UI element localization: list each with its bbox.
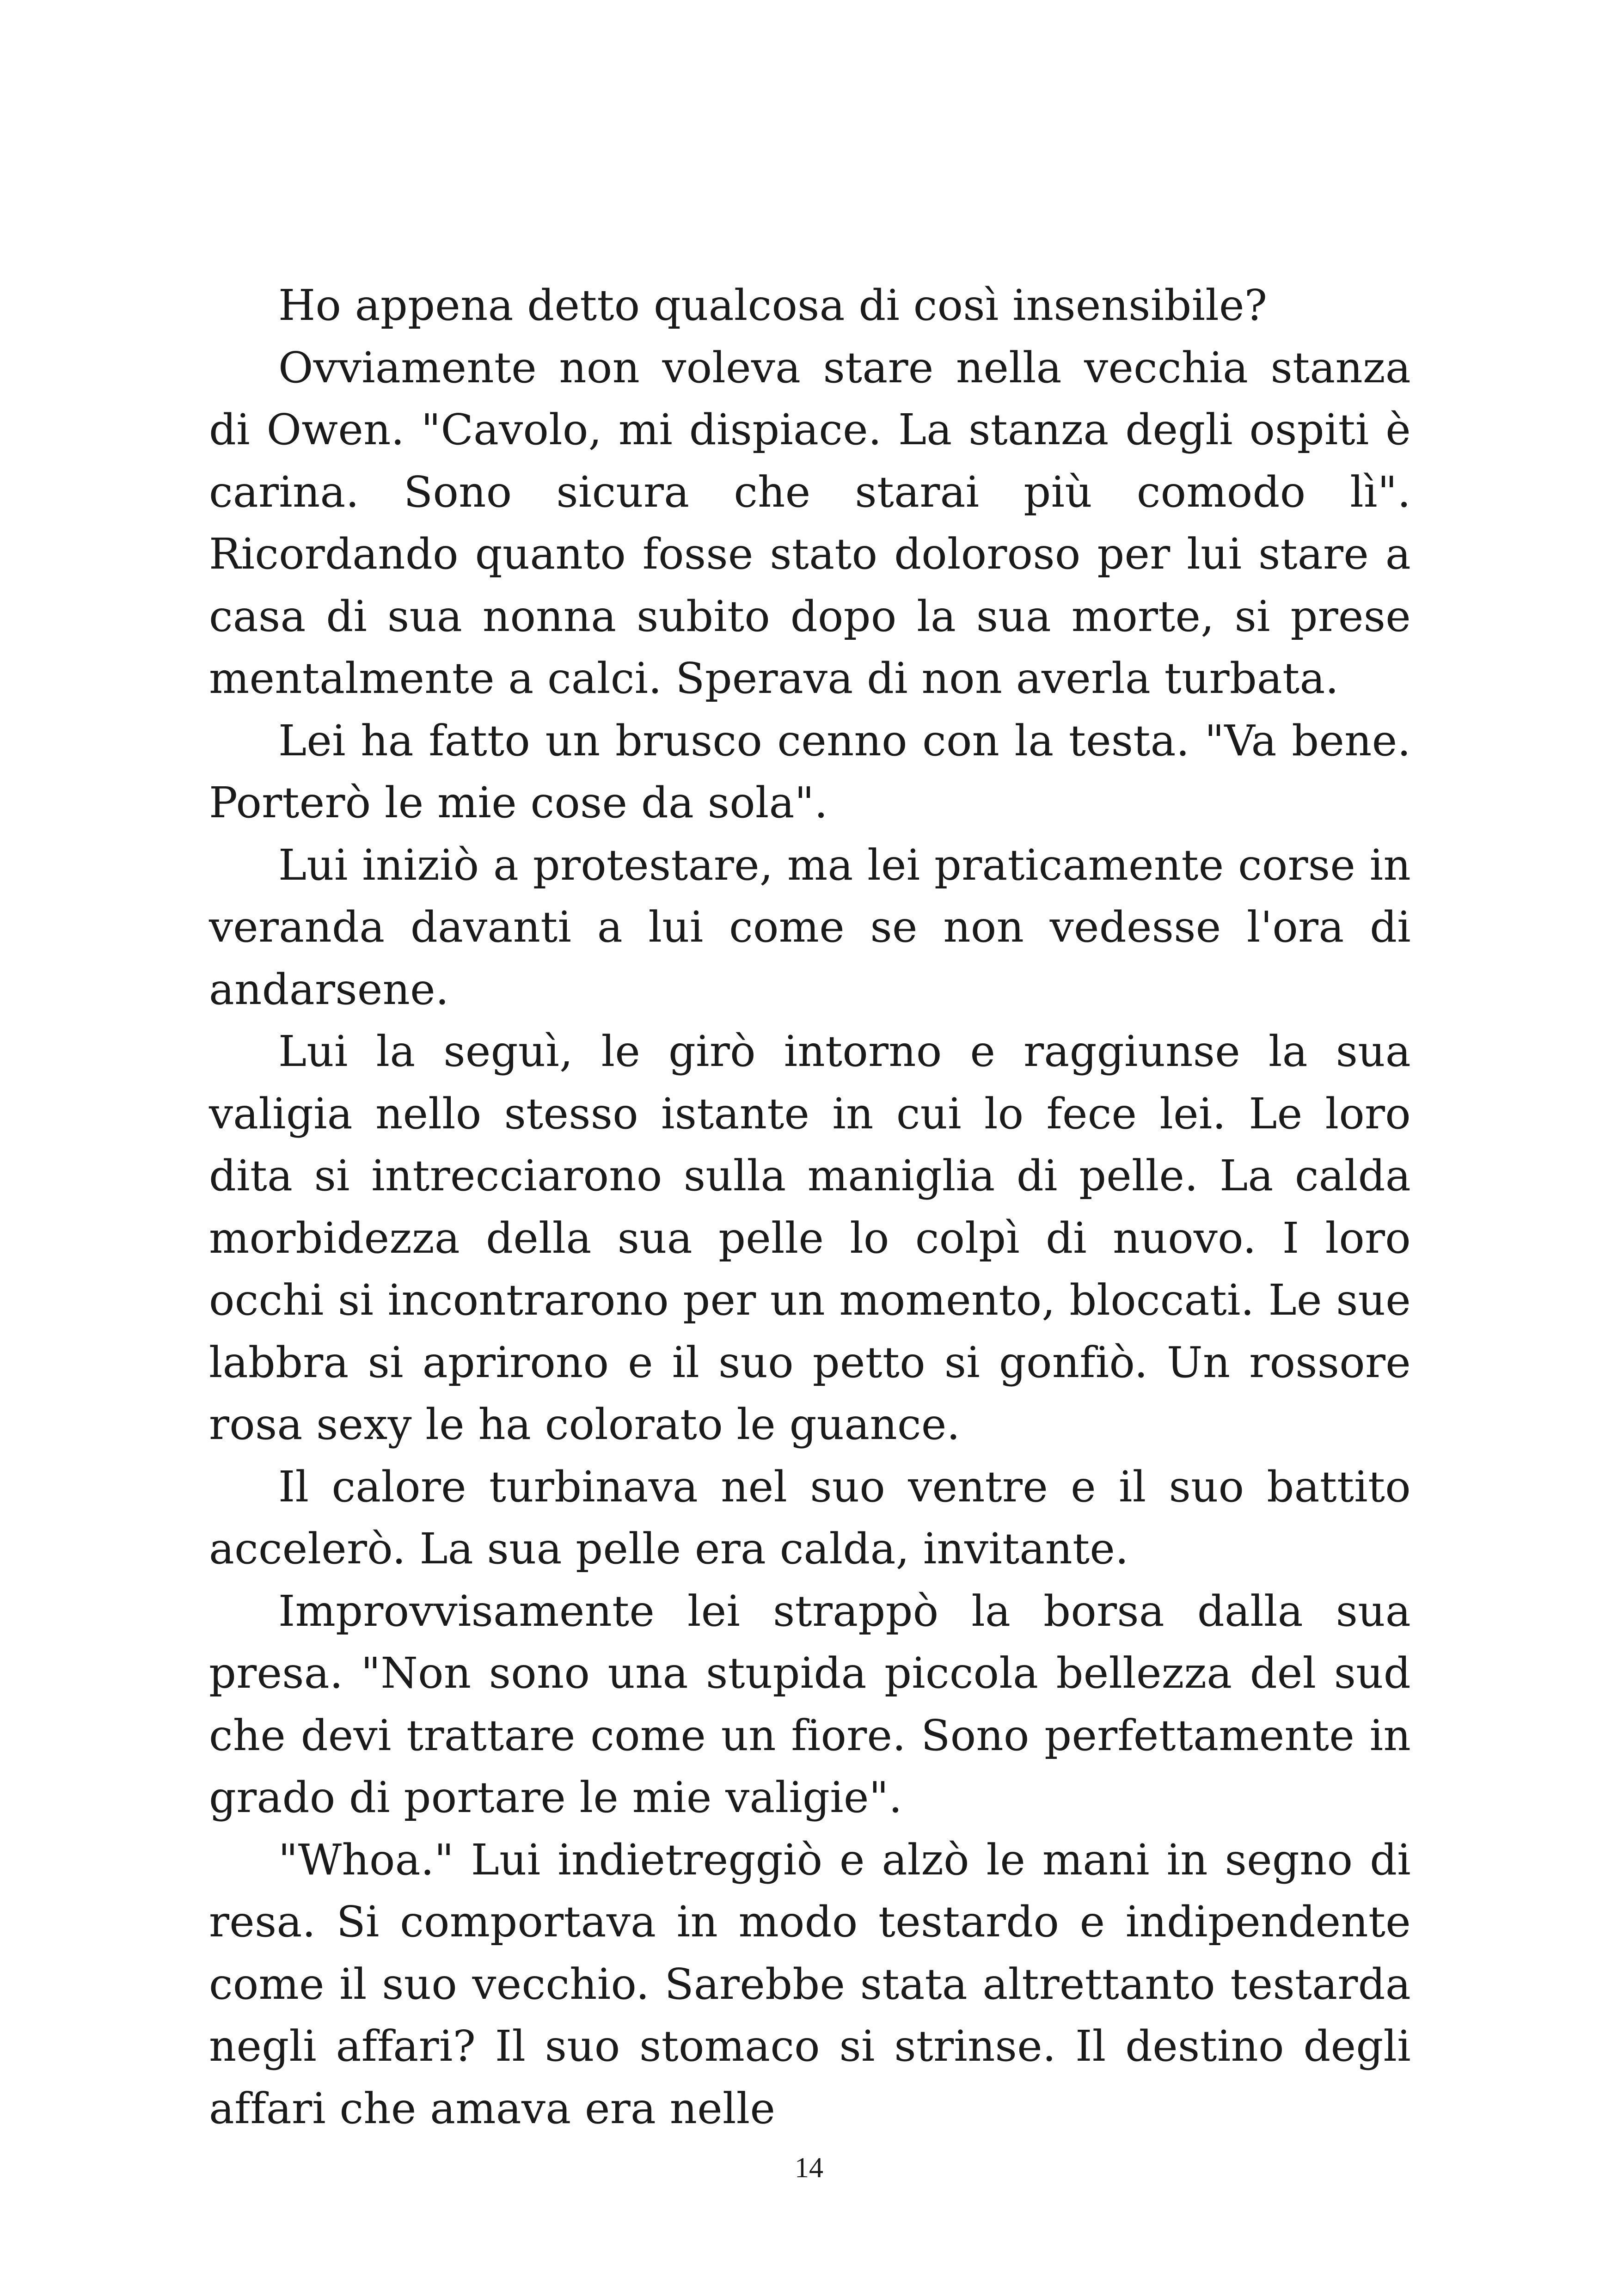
paragraph: Improvvisamente lei strappò la borsa dalla sua presa. "Non sono una stupida piccola bellezza del sud che devi trattare come un fiore. Sono perfettamente in grado di portare le mie valigie". xyxy=(209,1586,1411,1822)
page-number: 14 xyxy=(795,2152,823,2184)
paragraph: "Whoa." Lui indietreggiò e alzò le mani in segno di resa. Si comportava in modo testardo e indipendente come il suo vecchio. Sarebbe stata altrettanto testarda negli affari? Il suo stomaco si strinse. Il destino degli affari che amava era nelle xyxy=(209,1835,1411,2133)
paragraph: Ovviamente non voleva stare nella vecchia stanza di Owen. "Cavolo, mi dispiace. La stanza degli ospiti è carina. Sono sicura che starai più comodo lì". Ricordando quanto fosse stato doloroso per lui stare a casa di sua nonna subito dopo la sua morte, si prese mentalmente a calci. Sperava di non averla turbata. xyxy=(209,343,1411,703)
page-body-text xyxy=(209,275,1411,2140)
paragraph: Lui la seguì, le girò intorno e raggiunse la sua valigia nello stesso istante in cui lo fece lei. Le loro dita si intrecciarono sulla maniglia di pelle. La calda morbidezza della sua pelle lo colpì di nuovo. I loro occhi si incontrarono per un momento, bloccati. Le sue labbra si aprirono e il suo petto si gonfiò. Un rossore rosa sexy le ha colorato le guance. xyxy=(209,1027,1411,1449)
paragraph: Ho appena detto qualcosa di così insensibile? xyxy=(278,281,1268,330)
paragraph: Lui iniziò a protestare, ma lei praticamente corse in veranda davanti a lui come se non vedesse l'ora di andarsene. xyxy=(209,840,1411,1014)
paragraph: Lei ha fatto un brusco cenno con la testa. "Va bene. Porterò le mie cose da sola". xyxy=(209,716,1411,827)
paragraph: Il calore turbinava nel suo ventre e il suo battito accelerò. La sua pelle era calda, invitante. xyxy=(209,1462,1411,1574)
